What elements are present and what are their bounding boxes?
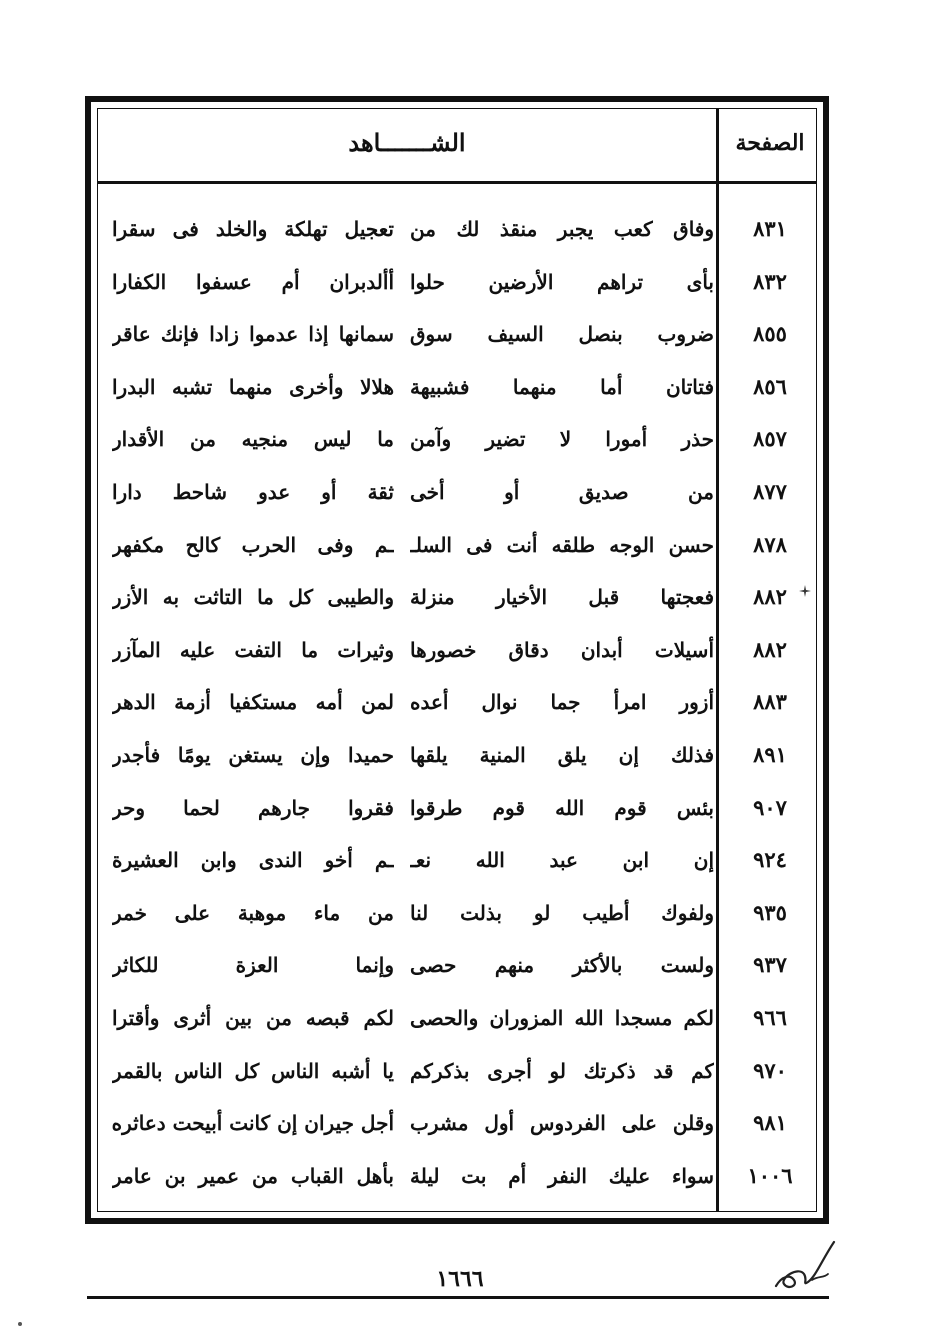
verse-first-hemistich: بأى تراهم الأرضين حلوا xyxy=(410,269,714,294)
verse-row xyxy=(98,209,820,249)
verse-row xyxy=(98,262,820,302)
footer-rule xyxy=(87,1296,829,1299)
row-page-number: ٨٣٢ xyxy=(753,268,787,294)
row-page-number: ٩٣٧ xyxy=(753,952,787,978)
row-page-number: ٩٦٦ xyxy=(753,1005,787,1030)
page-column-header: الصفحة xyxy=(735,130,805,156)
verse-second-hemistich: والطيبى كل ما التاثت به الأزر xyxy=(112,585,394,610)
verse-first-hemistich: ولفوك أطيب لو بذلت لنا xyxy=(410,900,714,925)
verse-first-hemistich: حسن الوجه طلقه أنت فى السلـ xyxy=(410,532,714,557)
verse-row xyxy=(98,314,820,354)
row-page-number: ٨٥٥ xyxy=(753,321,787,347)
page-number: ١٦٦٦ xyxy=(436,1266,484,1292)
verse-row xyxy=(98,682,820,722)
verse-first-hemistich: أسيلات أبدان دقاق خصورها xyxy=(410,637,714,662)
verse-first-hemistich: بئس قوم الله قوم طرقوا xyxy=(410,795,714,820)
verse-first-hemistich: أزور امرأ جما نوال أعده xyxy=(410,690,714,715)
verse-second-hemistich: لمن أمه مستكفيا أزمة الدهر xyxy=(112,690,394,715)
row-page-number: ٨٩١ xyxy=(753,742,787,767)
verse-first-hemistich: فذلك إن يلق المنية يلقها xyxy=(410,743,714,767)
verse-second-hemistich: يا أشبه الناس كل الناس بالقمر xyxy=(112,1058,394,1083)
row-page-number: ٩٠٧ xyxy=(753,794,787,820)
row-page-number: ٩٣٥ xyxy=(753,899,787,925)
row-page-number: ٨٨٣ xyxy=(753,689,787,715)
row-page-number: ٩٨١ xyxy=(753,1110,787,1136)
verse-first-hemistich: فعجتها قبل الأخيار منزلة xyxy=(410,585,714,610)
scan-dot xyxy=(18,1322,22,1326)
row-page-number: ٨٥٦ xyxy=(753,373,787,399)
verse-row xyxy=(98,893,820,933)
verse-column-header: الشـــــــاهد xyxy=(348,128,466,157)
verse-row xyxy=(98,630,820,670)
verse-second-hemistich: حميدا وإن يستغن يومًا فأجدر xyxy=(112,743,394,767)
verse-second-hemistich: ما ليس منجيه من الأقدار xyxy=(112,427,394,452)
verse-row xyxy=(98,472,820,512)
verse-row xyxy=(98,525,820,565)
verse-second-hemistich: ـم وفى الحرب كالح مكفهر xyxy=(112,532,394,557)
verse-second-hemistich: بأهل القباب من عمير بن عامر xyxy=(112,1163,394,1188)
verse-first-hemistich: ضروب بنصل السيف سوق xyxy=(410,322,714,347)
verse-first-hemistich: فتاتان أما منهما فشبيهة xyxy=(410,374,714,399)
verse-second-hemistich: ثقة أو عدو شاحط دارا xyxy=(112,480,394,504)
verse-row xyxy=(98,419,820,459)
verse-first-hemistich: إن ابن عبد الله نعـ xyxy=(410,848,714,873)
verse-row xyxy=(98,577,820,617)
margin-mark-icon xyxy=(799,585,811,597)
verse-first-hemistich: كم قد ذكرتك لو أجرى بذكركم xyxy=(410,1058,714,1083)
row-page-number: ٨٣١ xyxy=(753,216,787,241)
row-page-number: ٩٢٤ xyxy=(753,847,787,873)
row-page-number: ١٠٠٦ xyxy=(747,1162,793,1188)
verse-row xyxy=(98,1156,820,1196)
row-page-number: ٨٧٧ xyxy=(753,479,787,504)
verse-row xyxy=(98,840,820,880)
verse-second-hemistich: وثيرات ما التفت عليه المآزر xyxy=(112,637,394,662)
verse-row xyxy=(98,945,820,985)
row-page-number: ٩٧٠ xyxy=(753,1057,787,1083)
verse-row xyxy=(98,788,820,828)
verse-second-hemistich: من ماء موهبة على خمر xyxy=(112,900,394,925)
verse-second-hemistich: سمانها إذا عدموا زادا فإنك عاقر xyxy=(112,322,394,347)
verse-first-hemistich: حذر أمورا لا تضير وآمن xyxy=(410,427,714,452)
verse-first-hemistich: من صديق أو أخى xyxy=(410,480,714,504)
verse-second-hemistich: لكم قبصه من بين أثرى وأقترا xyxy=(112,1006,394,1030)
verse-second-hemistich: تعجيل تهلكة والخلد فى سقرا xyxy=(112,217,394,241)
verse-row xyxy=(98,1103,820,1143)
verse-first-hemistich: وفاق كعب يجبر منقذ لك من xyxy=(410,217,714,241)
verse-second-hemistich: ـم أخو الندى وابن العشيرة xyxy=(112,848,394,873)
verse-first-hemistich: لكم مسجدا الله المزوران والحصى xyxy=(410,1006,714,1030)
row-page-number: ٨٥٧ xyxy=(753,426,787,452)
verse-second-hemistich: أألدبران أم عسفوا الكفارا xyxy=(112,269,394,294)
verse-second-hemistich: أجل جيران إن كانت أبيحت دعاثره xyxy=(112,1111,394,1136)
verse-second-hemistich: وإنما العزة للكاثر xyxy=(112,953,394,978)
verse-row xyxy=(98,367,820,407)
table-frame xyxy=(85,96,829,1224)
verse-row xyxy=(98,735,820,775)
signature-icon xyxy=(768,1236,838,1296)
verse-second-hemistich: فقروا جارهم لحما وحر xyxy=(112,795,394,820)
verse-row xyxy=(98,998,820,1038)
table-inner-border xyxy=(97,108,817,1212)
row-page-number: ٨٧٨ xyxy=(753,531,787,557)
verse-row xyxy=(98,1051,820,1091)
row-page-number: ٨٨٢ xyxy=(753,636,787,662)
verse-first-hemistich: سواء عليك النفر أم بت ليلة xyxy=(410,1163,714,1188)
header-rule xyxy=(98,181,816,184)
verse-second-hemistich: هلالا وأخرى منهما تشبه البدرا xyxy=(112,374,394,399)
verse-first-hemistich: ولست بالأكثر منهم حصى xyxy=(410,953,714,978)
verse-first-hemistich: وقلن على الفردوس أول مشرب xyxy=(410,1111,714,1136)
row-page-number: ٨٨٢ xyxy=(753,584,787,610)
